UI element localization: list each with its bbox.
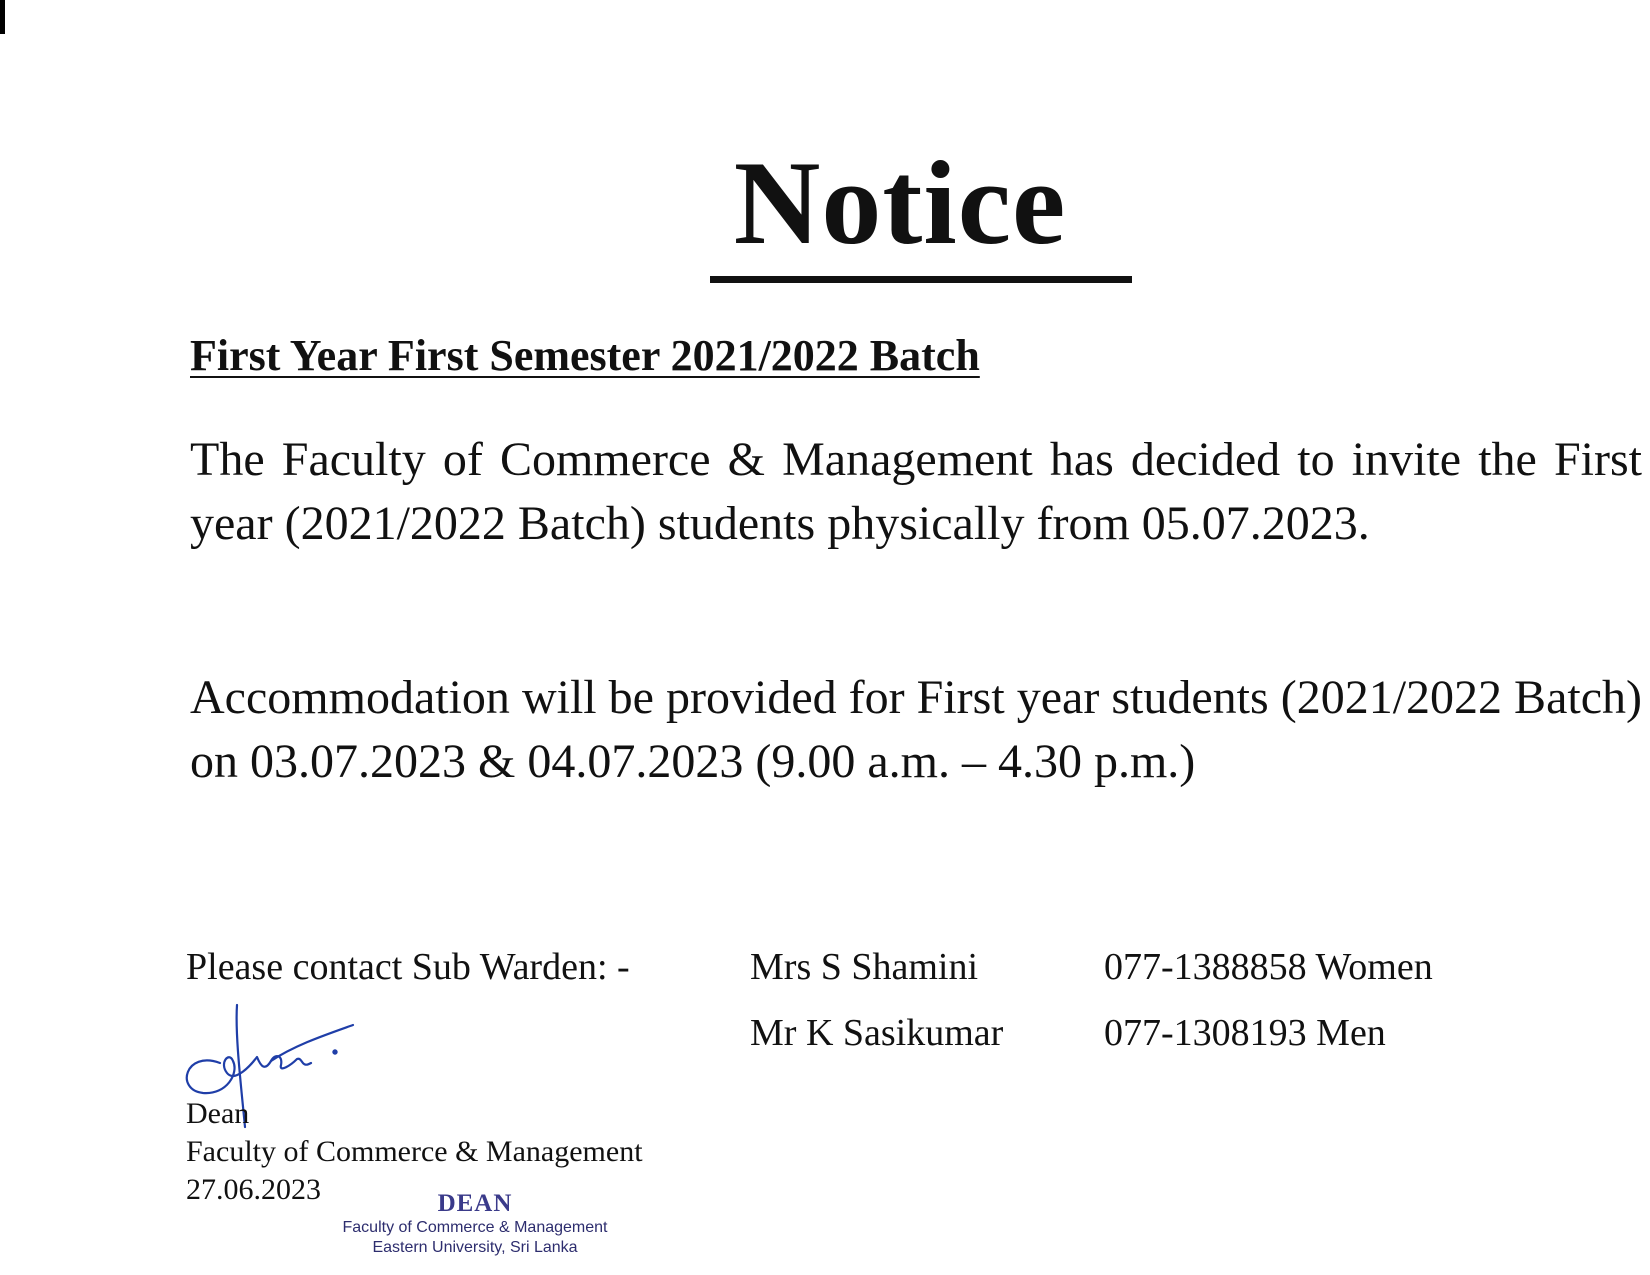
contact-group: Men <box>1316 1012 1386 1054</box>
signatory-faculty: Faculty of Commerce & Management <box>186 1135 643 1168</box>
stamp-university: Eastern University, Sri Lanka <box>372 1239 578 1256</box>
stamp-faculty: Faculty of Commerce & Management <box>342 1219 608 1236</box>
contact-group: Women <box>1315 946 1433 988</box>
signature-date: 27.06.2023 <box>186 1173 321 1206</box>
contact-phone: 077-1308193 <box>1104 1012 1307 1054</box>
dean-stamp <box>340 1190 610 1258</box>
notice-paragraph-invitation: The Faculty of Commerce & Management has decided to invite the First year (2021/2022 Batch) students physically from 05.07.2023. <box>190 433 1642 550</box>
contact-phone: 077-1388858 <box>1104 946 1307 988</box>
contact-name: Mrs S Shamini <box>750 946 979 988</box>
stamp-title: DEAN <box>437 1190 513 1217</box>
contact-phone-group <box>1104 1000 1386 1066</box>
signatory-title: Dean <box>186 1097 250 1130</box>
scan-edge-mark <box>0 0 5 34</box>
contact-phone-group <box>1104 934 1433 1000</box>
notice-paragraph-accommodation: Accommodation will be provided for First year students (2021/2022 Batch) on 03.07.2023 & 04.07.2023 (9.00 a.m. – 4.30 p.m.) <box>190 671 1642 788</box>
notice-title: Notice <box>733 136 1067 269</box>
contact-label: Please contact Sub Warden: - <box>186 946 630 988</box>
title-underline <box>710 276 1132 283</box>
contact-name: Mr K Sasikumar <box>750 1012 1004 1054</box>
notice-subtitle: First Year First Semester 2021/2022 Batch <box>190 331 980 380</box>
